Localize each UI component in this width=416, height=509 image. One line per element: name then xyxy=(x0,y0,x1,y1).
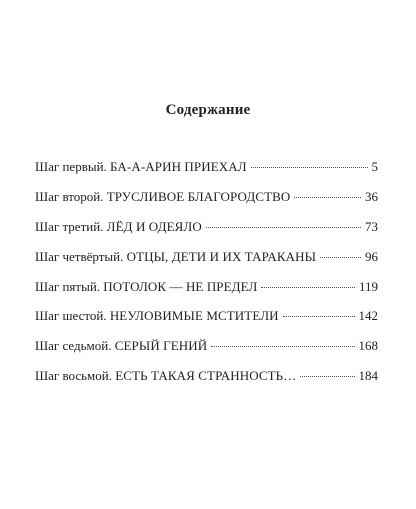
toc-page-number: 168 xyxy=(358,338,378,354)
toc-chapter-title: НЕУЛОВИМЫЕ МСТИТЕЛИ xyxy=(109,308,279,324)
toc-chapter-title: ЛЁД И ОДЕЯЛО xyxy=(106,218,202,234)
dot-leader xyxy=(294,197,361,198)
toc-chapter-title: ТРУСЛИВОЕ БЛАГОРОДСТВО xyxy=(106,188,291,204)
dot-leader xyxy=(320,257,361,258)
dot-leader xyxy=(206,227,361,228)
toc-entry xyxy=(35,308,378,338)
toc-entry xyxy=(35,189,378,219)
toc-step-label: Шаг третий. xyxy=(35,218,104,234)
toc-entry xyxy=(35,249,378,279)
dot-leader xyxy=(283,316,355,317)
toc-entry-title xyxy=(35,338,207,354)
toc-page-number: 142 xyxy=(358,308,378,324)
toc-step-label: Шаг восьмой. xyxy=(35,368,112,384)
toc-chapter-title: ЕСТЬ ТАКАЯ СТРАННОСТЬ… xyxy=(115,368,297,384)
toc-entry-title xyxy=(35,279,257,295)
toc-entry-title xyxy=(35,249,316,265)
toc-page-number: 73 xyxy=(365,218,378,234)
toc-entry-title xyxy=(35,308,279,324)
toc-step-label: Шаг четвёртый. xyxy=(35,248,124,264)
toc-page-number: 184 xyxy=(358,368,378,384)
toc-entry-title xyxy=(35,368,296,384)
toc-entry-title xyxy=(35,189,290,205)
toc-entry xyxy=(35,338,378,368)
toc-step-label: Шаг второй. xyxy=(35,188,104,204)
dot-leader xyxy=(300,376,354,377)
toc-entry-title xyxy=(35,159,247,175)
toc-page-number: 119 xyxy=(358,278,378,294)
toc-page-number: 5 xyxy=(371,159,378,174)
dot-leader xyxy=(211,346,354,347)
dot-leader xyxy=(261,287,355,288)
table-of-contents xyxy=(35,159,378,398)
toc-entry-title xyxy=(35,219,202,235)
toc-chapter-title: ПОТОЛОК — НЕ ПРЕДЕЛ xyxy=(103,278,258,294)
toc-chapter-title: ОТЦЫ, ДЕТИ И ИХ ТАРАКАНЫ xyxy=(126,248,317,264)
toc-step-label: Шаг пятый. xyxy=(35,278,101,294)
toc-entry xyxy=(35,279,378,309)
toc-chapter-title: БА-А-АРИН ПРИЕХАЛ xyxy=(110,159,247,174)
toc-entry xyxy=(35,159,378,189)
toc-entry xyxy=(35,368,378,398)
dot-leader xyxy=(251,167,368,168)
toc-chapter-title: СЕРЫЙ ГЕНИЙ xyxy=(114,338,208,354)
toc-step-label: Шаг первый. xyxy=(35,159,107,174)
toc-step-label: Шаг шестой. xyxy=(35,308,107,324)
contents-heading: Содержание xyxy=(165,102,251,118)
toc-step-label: Шаг седьмой. xyxy=(35,338,112,354)
toc-page-number: 36 xyxy=(365,188,378,204)
toc-page-number: 96 xyxy=(365,248,378,264)
toc-entry xyxy=(35,219,378,249)
